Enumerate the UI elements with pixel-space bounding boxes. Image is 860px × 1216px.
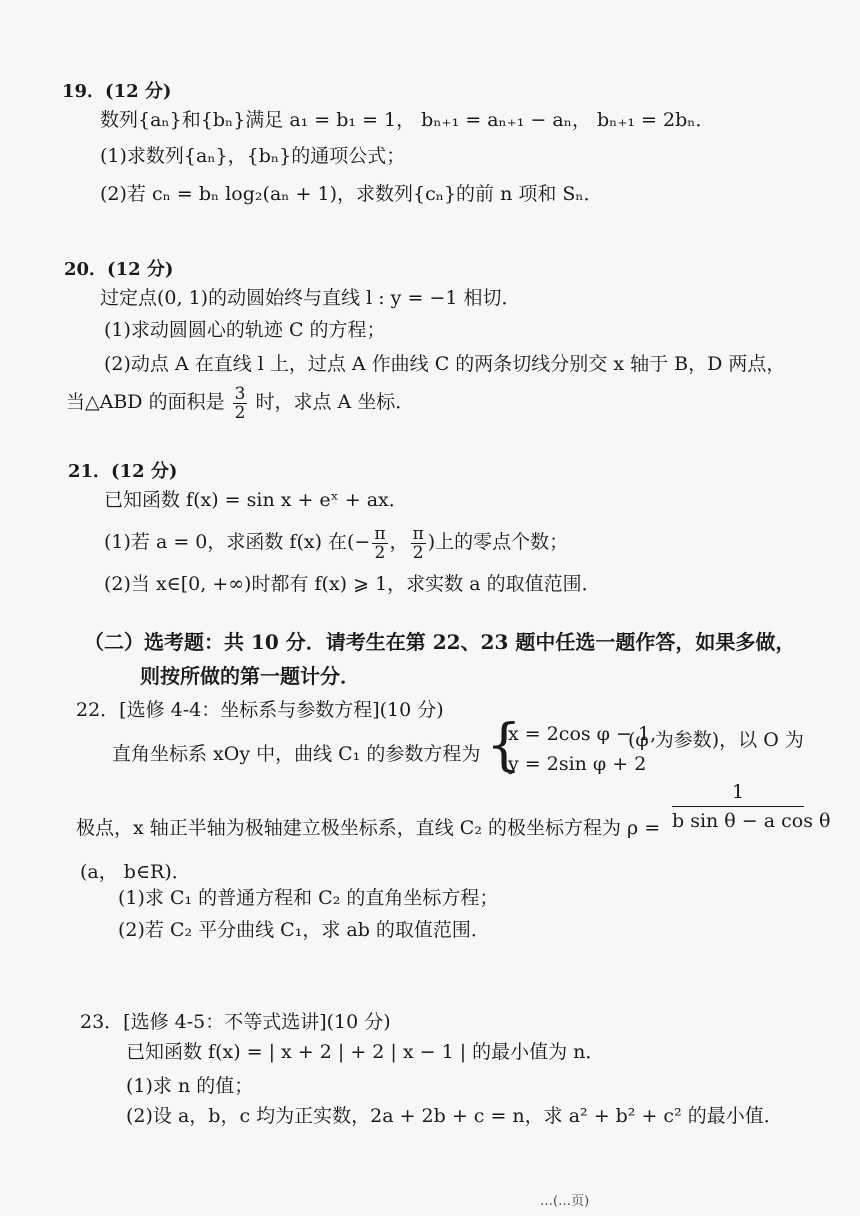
q23-heading: 23．[选修 4-5：不等式选讲](10 分) xyxy=(80,1011,391,1033)
polar-fraction-denominator: b sin θ − a cos θ xyxy=(672,810,831,832)
frac-den: 2 xyxy=(374,542,386,563)
q20-line-2: (1)求动圆圆心的轨迹 C 的方程； xyxy=(104,319,386,341)
q19-line-2: (1)求数列{aₙ}，{bₙ}的通项公式； xyxy=(100,145,406,167)
frac-num: π xyxy=(374,523,386,544)
q23-line-2: (1)求 n 的值； xyxy=(126,1075,254,1097)
section2-line-2: 则按所做的第一题计分． xyxy=(140,664,360,688)
area-fraction-denominator: 2 xyxy=(234,402,246,423)
area-fraction-numerator: 3 xyxy=(234,383,246,404)
system-eq-1: x = 2cos φ − 1, xyxy=(508,723,657,745)
q22-heading: 22．[选修 4-4：坐标系与参数方程](10 分) xyxy=(76,699,444,721)
q21-heading: 21．(12 分) xyxy=(68,461,178,482)
q22-line-1-start: 直角坐标系 xOy 中，曲线 C₁ 的参数方程为 xyxy=(112,743,481,765)
q20-line-4 xyxy=(66,382,414,422)
q22-line-2: 极点，x 轴正半轴为极轴建立极坐标系，直线 C₂ 的极坐标方程为 ρ = xyxy=(76,817,661,839)
q20-line-3: (2)动点 A 在直线 l 上，过点 A 作曲线 C 的两条切线分别交 x 轴于 B，D 两点， xyxy=(104,353,786,375)
q20-heading: 20．(12 分) xyxy=(64,259,174,280)
q22-line-3: (a， b∈R)． xyxy=(80,861,191,883)
q21-line-3: (2)当 x∈[0, +∞)时都有 f(x) ⩾ 1，求实数 a 的取值范围． xyxy=(104,573,601,595)
q21-line-2-mid: ， xyxy=(389,531,409,553)
q20-line-1: 过定点(0, 1)的动圆始终与直线 l : y = −1 相切． xyxy=(100,287,521,309)
q22-line-4: (1)求 C₁ 的普通方程和 C₂ 的直角坐标方程； xyxy=(118,887,499,909)
frac-den: 2 xyxy=(412,542,424,563)
q22-line-5: (2)若 C₂ 平分曲线 C₁，求 ab 的取值范围． xyxy=(118,919,490,941)
area-fraction xyxy=(233,385,248,422)
q21-line-2-start: (1)若 a = 0，求函数 f(x) 在(− xyxy=(104,531,371,553)
q23-line-1: 已知函数 f(x) = | x + 2 | + 2 | x − 1 | 的最小值为 n． xyxy=(126,1041,605,1063)
q23-line-3: (2)设 a，b，c 均为正实数，2a + 2b + c = n，求 a² + b² + c² 的最小值． xyxy=(126,1105,783,1127)
q21-line-2-end: )上的零点个数； xyxy=(427,531,569,553)
section2-line-1: （二）选考题：共 10 分．请考生在第 22、23 题中任选一题作答，如果多做， xyxy=(84,630,796,654)
q22-line-1-end: (φ 为参数)，以 O 为 xyxy=(628,729,804,751)
q21-line-1: 已知函数 f(x) = sin x + eˣ + ax． xyxy=(104,489,408,511)
page-footer: …(…页) xyxy=(540,1194,590,1209)
q19-line-3: (2)若 cₙ = bₙ log₂(aₙ + 1)，求数列{cₙ}的前 n 项和 Sₙ． xyxy=(100,183,603,205)
system-brace: { xyxy=(486,713,522,778)
system-eq-2: y = 2sin φ + 2 xyxy=(508,753,647,775)
polar-fraction-numerator: 1 xyxy=(672,778,804,807)
q19-heading: 19．(12 分) xyxy=(62,81,172,102)
q19-line-1: 数列{aₙ}和{bₙ}满足 a₁ = b₁ = 1， bₙ₊₁ = aₙ₊₁ − aₙ， bₙ₊₁ = 2bₙ． xyxy=(100,109,715,131)
polar-fraction xyxy=(672,778,831,835)
q20-line-4-end: 时，求点 A 坐标． xyxy=(255,391,415,413)
pi-half-fraction-right xyxy=(411,525,426,562)
q20-line-4-start: 当△ABD 的面积是 xyxy=(66,391,225,413)
q21-line-2 xyxy=(104,522,568,562)
pi-half-fraction-left xyxy=(372,525,387,562)
frac-num: π xyxy=(412,523,424,544)
